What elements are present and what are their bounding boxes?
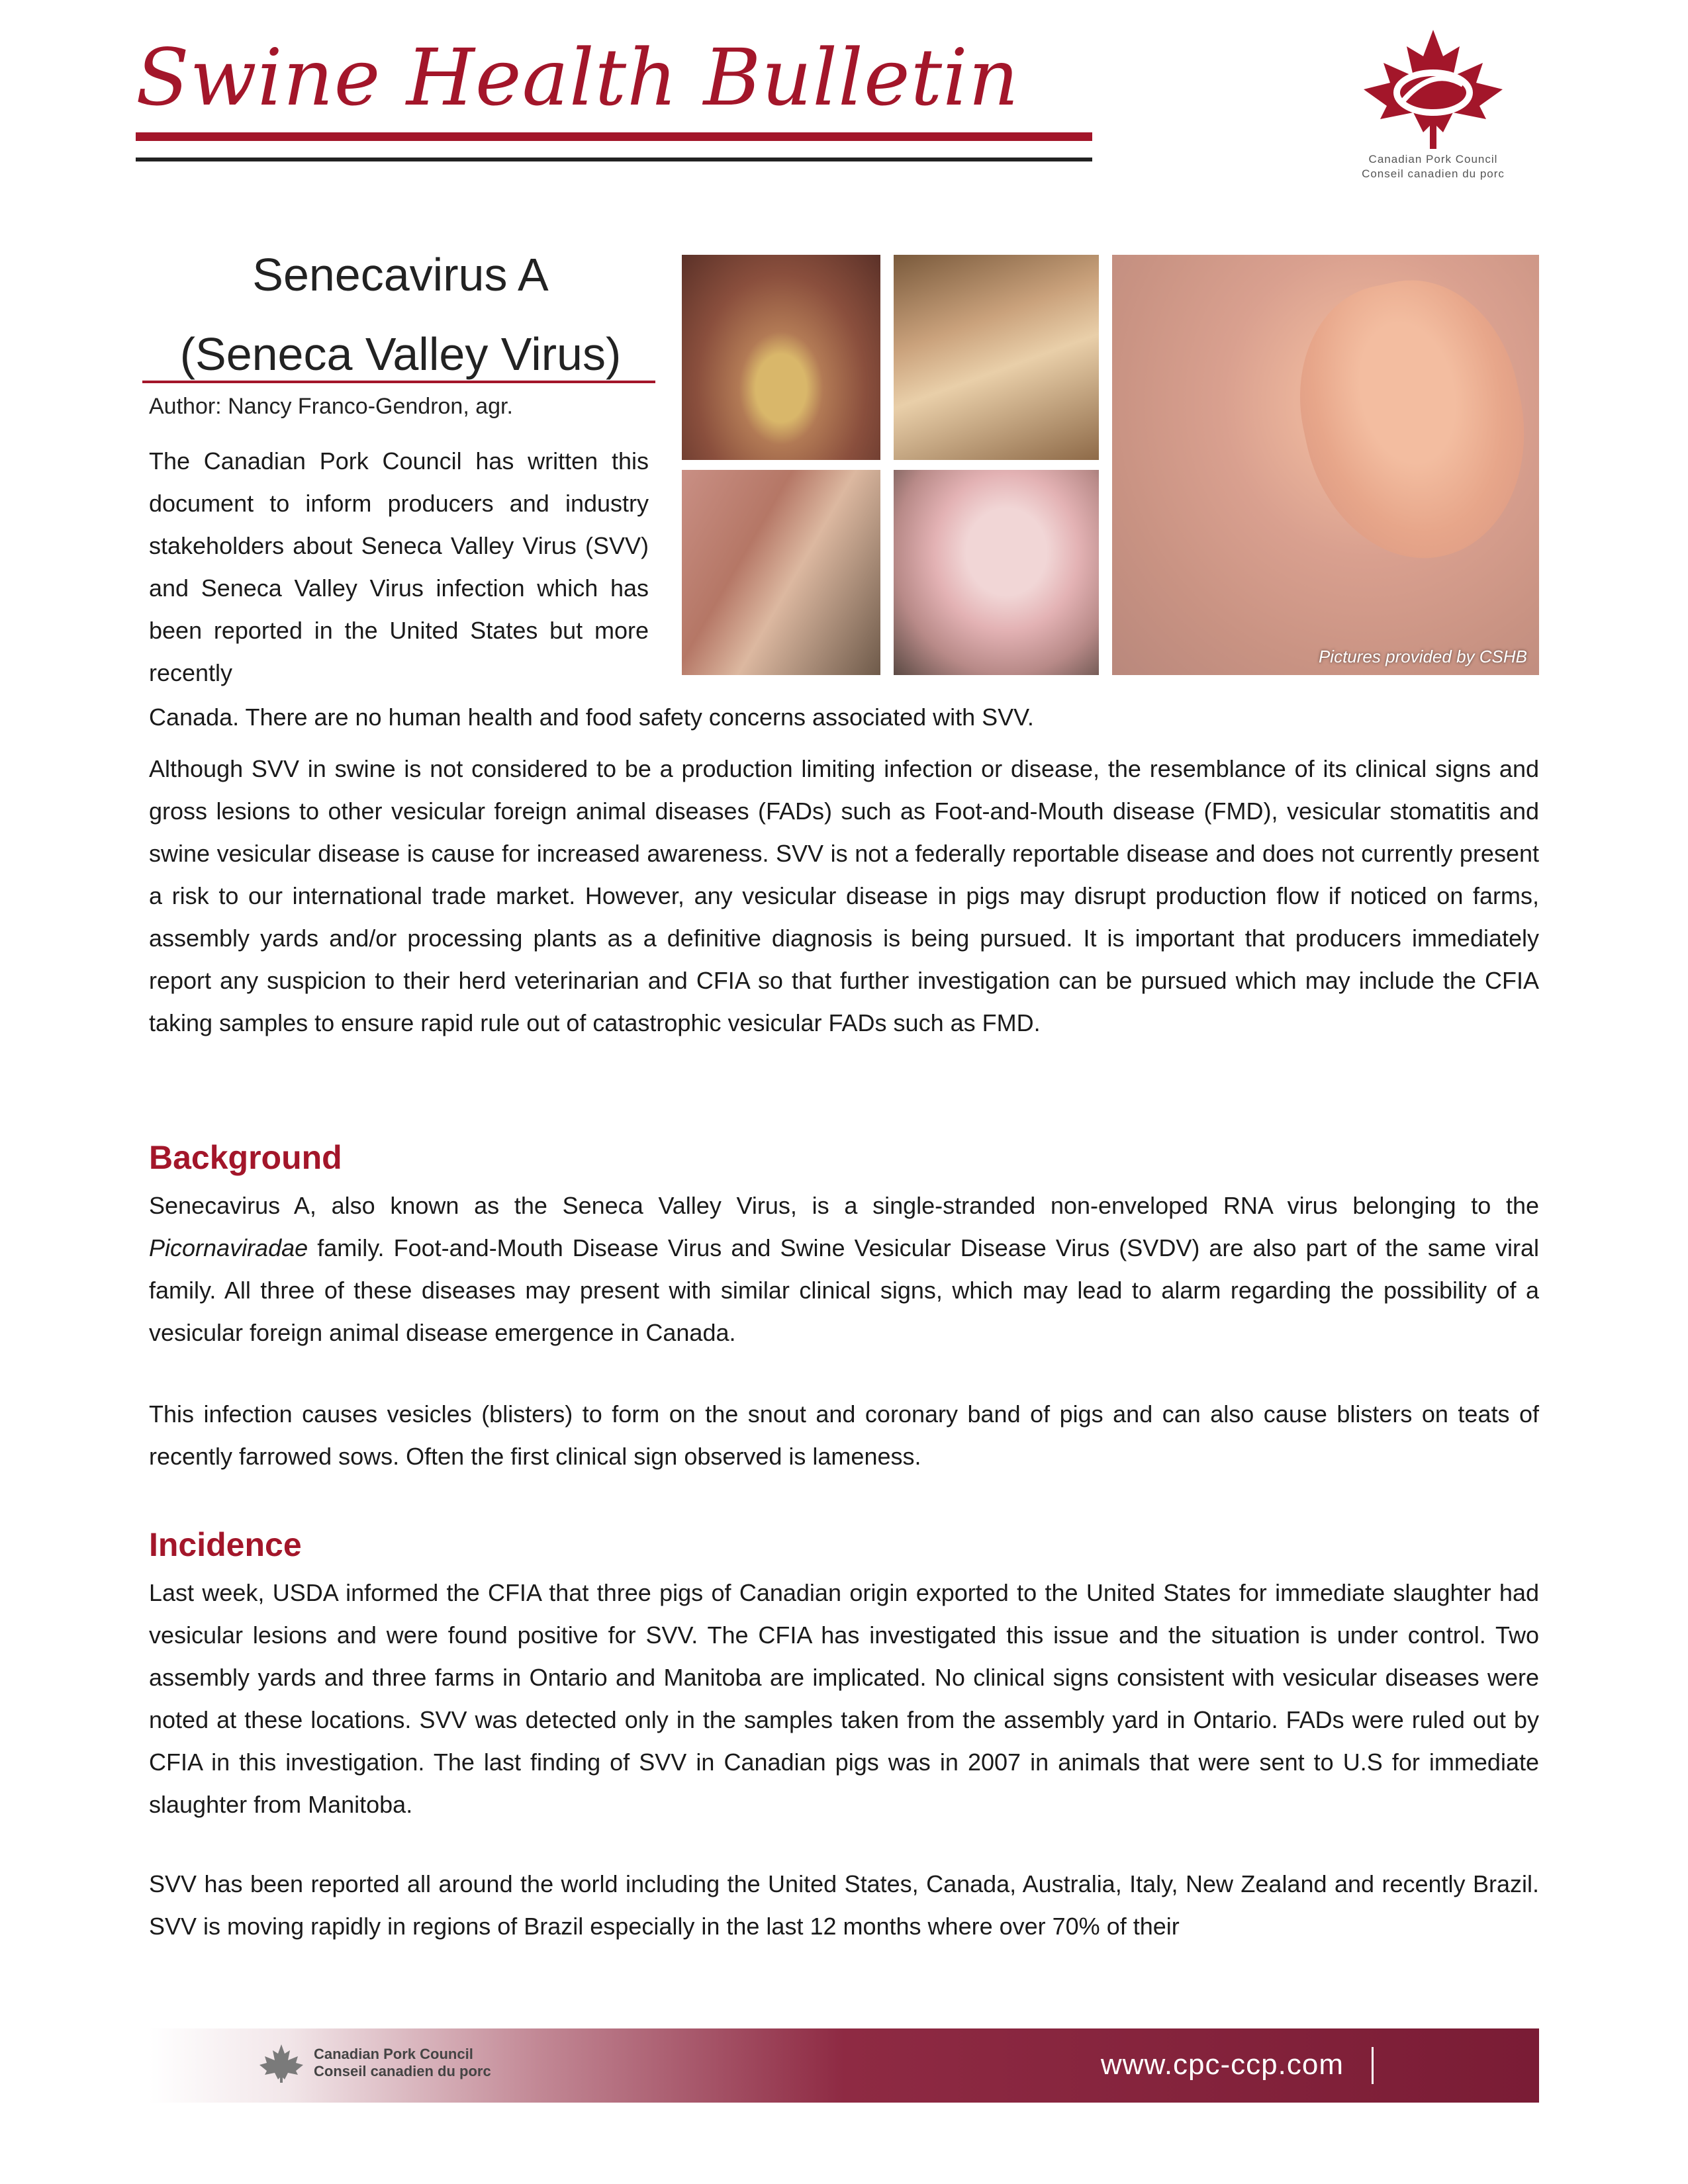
heading-incidence: Incidence bbox=[149, 1526, 302, 1563]
bg-text-before: Senecavirus A, also known as the Seneca Valley Virus, is a single-stranded non-enveloped RNA virus belonging to the bbox=[149, 1192, 1539, 1219]
photo-hoof-lesion bbox=[894, 255, 1099, 460]
bg-text-after: family. Foot-and-Mouth Disease Virus and Swine Vesicular Disease Virus (SVDV) are also part of the same viral family. All three of these diseases may present with similar clinical signs, which may lead to alarm regarding the possibility of a vesicular foreign animal disease emergence in Canada. bbox=[149, 1234, 1539, 1346]
paragraph-background-2: This infection causes vesicles (blisters) to form on the snout and coronary band of pigs and can also cause blisters on teats of recently farrowed sows. Often the first clinical sign observed is lameness. bbox=[149, 1400, 1539, 1470]
paragraph-incidence-1: Last week, USDA informed the CFIA that three pigs of Canadian origin exported to the United States for immediate slaughter had vesicular lesions and were found positive for SVV. The CFIA has investigated this issue and the situation is under control. Two assembly yards and three farms in Ontario and Manitoba are implicated. No clinical signs consistent with vesicular diseases were noted at these locations. SVV was detected only in the samples taken from the assembly yard in Ontario. FADs were ruled out by CFIA in this investigation. The last finding of SVV in Canadian pigs was in 2007 in animals that were sent to U.S for immediate slaughter from Manitoba. bbox=[149, 1579, 1539, 1818]
footer-logo-fr: Conseil canadien du porc bbox=[314, 2063, 491, 2079]
author-line: Author: Nancy Franco-Gendron, agr. bbox=[149, 394, 513, 419]
cpc-logo bbox=[1337, 26, 1529, 181]
logo-text-en: Canadian Pork Council bbox=[1368, 153, 1498, 165]
photo-coronary-band bbox=[894, 470, 1099, 675]
footer-divider bbox=[1372, 2047, 1374, 2084]
paragraph-incidence-2: SVV has been reported all around the world including the United States, Canada, Australia, Italy, New Zealand and recently Brazil. SVV is moving rapidly in regions of Brazil especially in the last 12 months where over 70% of their bbox=[149, 1870, 1539, 1940]
logo-text-fr: Conseil canadien du porc bbox=[1362, 167, 1505, 180]
article-title bbox=[142, 235, 659, 394]
footer-website-link[interactable]: www.cpc-ccp.com bbox=[1100, 2048, 1344, 2081]
paragraph-background-1 bbox=[149, 1185, 1539, 1354]
footer-logo bbox=[258, 2043, 491, 2083]
footer-logo-en: Canadian Pork Council bbox=[314, 2046, 473, 2062]
article-title-line2: (Seneca Valley Virus) bbox=[179, 328, 622, 380]
footer-logo-text bbox=[314, 2046, 491, 2080]
article-title-line1: Senecavirus A bbox=[252, 249, 549, 300]
intro-paragraph: The Canadian Pork Council has written this document to inform producers and industry stakeholders about Seneca Valley Virus (SVV) and Seneca Valley Virus infection which has been reported in the United States but more recently bbox=[149, 447, 649, 686]
masthead-red-rule bbox=[136, 132, 1092, 141]
heading-background: Background bbox=[149, 1139, 342, 1176]
maple-leaf-icon bbox=[1354, 26, 1513, 152]
photo-credit: Pictures provided by CSHB bbox=[1318, 647, 1527, 666]
footer-banner bbox=[149, 2028, 1539, 2103]
snout-shape bbox=[1278, 261, 1539, 578]
family-name: Picornaviradae bbox=[149, 1234, 308, 1261]
masthead-black-rule bbox=[136, 158, 1092, 161]
intro-paragraph-continued: Canada. There are no human health and food safety concerns associated with SVV. bbox=[149, 704, 1034, 731]
photo-snout-closeup bbox=[1112, 255, 1539, 675]
photo-foot-lesion bbox=[682, 470, 880, 675]
footer-maple-leaf-icon bbox=[258, 2043, 305, 2083]
photo-snout-lesion bbox=[682, 255, 880, 460]
paragraph-awareness: Although SVV in swine is not considered to be a production limiting infection or disease, the resemblance of its clinical signs and gross lesions to other vesicular foreign animal diseases (FADs) such as Foot-and-Mouth disease (FMD), vesicular stomatitis and swine vesicular disease is cause for increased awareness. SVV is not a federally reportable disease and does not currently present a risk to our international trade market. However, any vesicular disease in pigs may disrupt production flow if noticed on farms, assembly yards and/or processing plants as a definitive diagnosis is being pursued. It is important that producers immediately report any suspicion to their herd veterinarian and CFIA so that further investigation can be pursued which may include the CFIA taking samples to ensure rapid rule out of catastrophic vesicular FADs such as FMD. bbox=[149, 755, 1539, 1036]
title-underline bbox=[142, 381, 655, 383]
bulletin-title: Swine Health Bulletin bbox=[136, 32, 1019, 123]
